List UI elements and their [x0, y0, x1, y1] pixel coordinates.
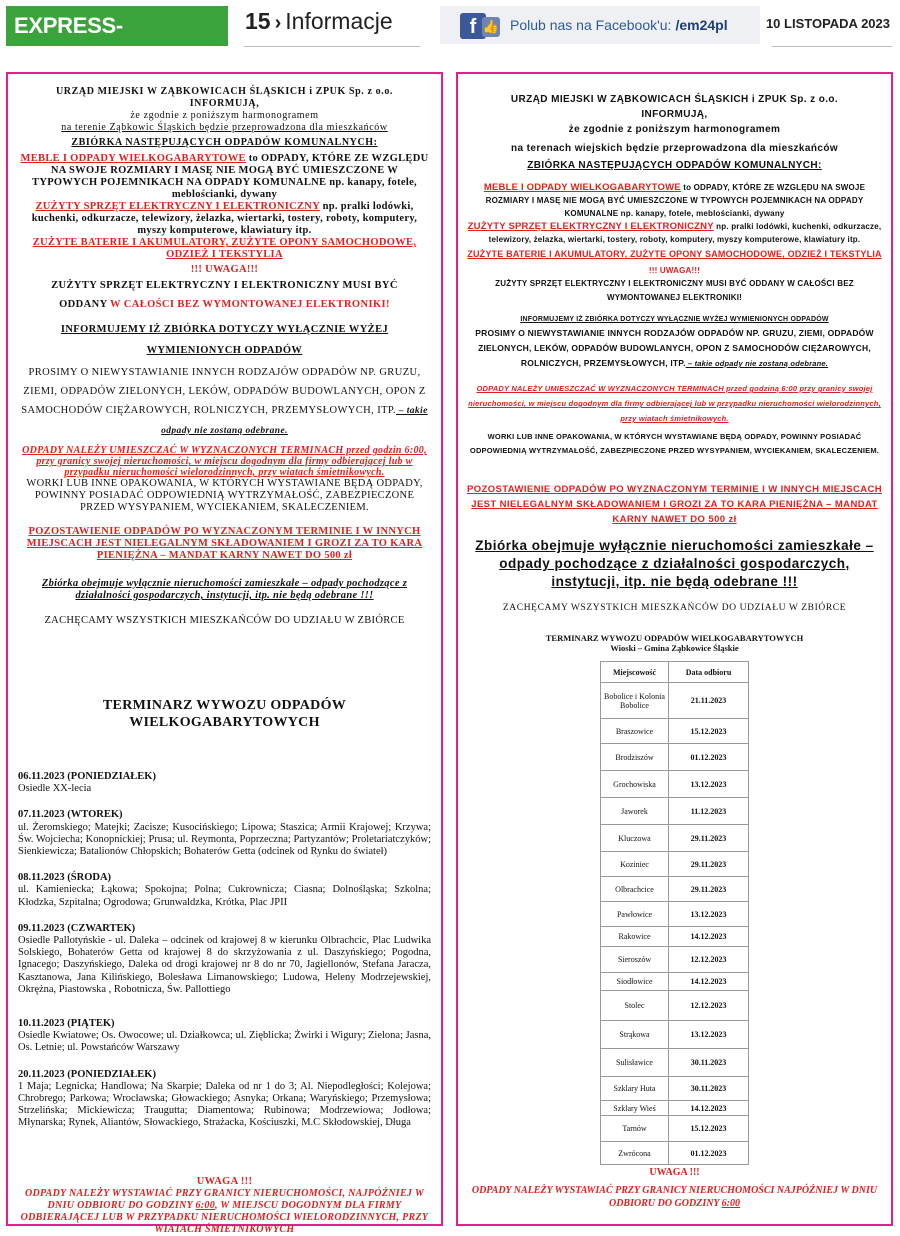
cell-date: 01.12.2023: [669, 1142, 749, 1165]
prosimy-paragraph: [18, 363, 431, 441]
header-divider: [772, 46, 892, 47]
footer-text-1: ODPADY NALEŻY WYSTAWIAĆ PRZY GRANICY NIERUCHOMOŚCI NAJPÓŹNIEJ W DNIU ODBIORU DO GODZINY: [471, 1185, 878, 1209]
table-row: [601, 973, 749, 991]
cell-locality: Stolec: [601, 991, 669, 1021]
footer-text-1: ODPADY NALEŻY WYSTAWIAĆ PRZY GRANICY NIERUCHOMOŚCI, NAJPÓŹNIEJ W DNIU ODBIORU DO GODZINY: [24, 1187, 425, 1211]
cell-locality: Tarnów: [601, 1116, 669, 1142]
issuer-line: URZĄD MIEJSKI W ZĄBKOWICACH ŚLĄSKICH i ZPUK Sp. z o.o.: [510, 94, 839, 105]
cell-date: 15.12.2023: [669, 1116, 749, 1142]
meble-paragraph: [18, 153, 431, 201]
cell-date: 12.12.2023: [669, 947, 749, 973]
inform-line-2: WYMIENIONYCH ODPADÓW: [146, 345, 303, 356]
table-row: [601, 1142, 749, 1165]
notice-heading: [18, 86, 431, 149]
table-row: [601, 927, 749, 947]
prosimy-tail: – takie odpady nie zostaną odebrane.: [685, 359, 829, 368]
cell-date: 13.12.2023: [669, 771, 749, 798]
cell-locality: Grochowiska: [601, 771, 669, 798]
cell-locality: Szklary Wieś: [601, 1101, 669, 1116]
notice-city: [6, 72, 443, 1235]
cell-locality: Koziniec: [601, 852, 669, 877]
baterie-line: ZUŻYTE BATERIE I AKUMULATORY, ZUŻYTE OPONY SAMOCHODOWE, ODZIEŻ I TEKSTYLIA: [32, 237, 417, 260]
table-subtitle: Wioski – Gmina Ząbkowice Śląskie: [610, 643, 739, 653]
inform-line: INFORMUJĄ,: [641, 109, 708, 120]
zachecamy-text: ZACHĘCAMY WSZYSTKICH MIESZKAŃCÓW DO UDZIAŁU W ZBIÓRCE: [502, 603, 847, 613]
meble-text: to ODPADY, KTÓRE ZE WZGLĘDU NA SWOJE ROZMIARY I MASĘ NIE MOGĄ BYĆ UMIESZCZONE W TYPOWYCH POJEMNIKACH NA ODPADY KOMUNALNE np. kanapy, fotele, meblościanki, dywany: [32, 153, 429, 200]
footer-text: [18, 1188, 431, 1236]
area-line: na terenie Ząbkowic Śląskich będzie przeprowadzona dla mieszkańców: [61, 122, 388, 133]
cell-locality: Jaworek: [601, 798, 669, 825]
meble-title: MEBLE I ODPADY WIELKOGABARYTOWE: [483, 182, 681, 193]
facebook-banner[interactable]: [440, 6, 760, 44]
schedule-streets: ul. Kamieniecka; Łąkowa; Spokojna; Polna; Cukrownicza; Ciasna; Dolnośląska; Szkolna; Kłodzka, Szpitalna; Ogrodowa; Grunwaldzka, Krótka, Plac JPII: [18, 884, 431, 908]
footer-uwaga: UWAGA !!!: [196, 1175, 253, 1187]
cell-date: 21.11.2023: [669, 683, 749, 719]
cell-locality: Rakowice: [601, 927, 669, 947]
elektro-title: ZUŻYTY SPRZĘT ELEKTRYCZNY I ELEKTRONICZNY: [35, 201, 320, 212]
cell-locality: Pawłowice: [601, 902, 669, 927]
intro-line: że zgodnie z poniższym harmonogramem: [130, 110, 319, 121]
schedule-day: [18, 771, 431, 795]
cell-date: 12.12.2023: [669, 991, 749, 1021]
uwaga-red: W CAŁOŚCI BEZ WYMONTOWANEJ ELEKTRONIKI!: [110, 299, 390, 310]
schedule-date: 20.11.2023 (PONIEDZIAŁEK): [18, 1068, 156, 1080]
cell-locality: Zwrócona: [601, 1142, 669, 1165]
inform-line-1: INFORMUJEMY IŻ ZBIÓRKA DOTYCZY WYŁĄCZNIE WYŻEJ: [60, 324, 389, 335]
zachecamy-text: ZACHĘCAMY WSZYSTKICH MIESZKAŃCÓW DO UDZIAŁU W ZBIÓRCE: [44, 615, 405, 626]
page-number: 15: [245, 8, 271, 34]
cell-date: 29.11.2023: [669, 825, 749, 852]
table-row: [601, 1021, 749, 1049]
cell-date: 15.12.2023: [669, 719, 749, 744]
facebook-text: Polub nas na Facebook'u:: [510, 17, 672, 33]
uwaga-oddany: ODDANY: [59, 299, 111, 310]
area-line: na terenach wiejskich będzie przeprowadzona dla mieszkańców: [510, 143, 839, 154]
cell-date: 30.11.2023: [669, 1077, 749, 1101]
notice-heading: [466, 92, 883, 173]
cell-locality: Sieroszów: [601, 947, 669, 973]
cell-date: 01.12.2023: [669, 744, 749, 771]
schedule-date: 08.11.2023 (ŚRODA): [18, 872, 112, 884]
table-row: [601, 1049, 749, 1077]
meble-title: MEBLE I ODPADY WIELKOGABARYTOWE: [20, 153, 246, 164]
footer-time: 6:00: [195, 1199, 216, 1211]
cell-locality: Sulisławice: [601, 1049, 669, 1077]
facebook-like-icon: f 👍: [460, 11, 502, 39]
terminy-text: ODPADY NALEŻY UMIESZCZAĆ W WYZNACZONYCH TERMINACH przed godzin 6:00, przy granicy swojej nieruchomości, w miejscu dogodnym dla firmy odbierającej lub w przypadku nieruchomości wielorodzinnych, przy wiatach śmietnikowych.: [22, 445, 427, 478]
table-row: [601, 947, 749, 973]
facebook-handle[interactable]: /em24pl: [675, 17, 728, 33]
elektro-text: np. pralki lodówki, kuchenki, odkurzacze, telewizory, żelazka, wiertarki, tostery, roboty, komputery, myszy komputerowe, klawiatury itp.: [31, 201, 418, 236]
site-logo[interactable]: EXPRESS-MIEJSKI.PL: [6, 6, 228, 46]
uwaga-heading: !!! UWAGA!!!: [648, 266, 701, 275]
cell-locality: Bobolice i Kolonia Bobolice: [601, 683, 669, 719]
cell-locality: Olbrachcice: [601, 877, 669, 902]
table-row: [601, 719, 749, 744]
table-row: [601, 825, 749, 852]
footer-text-2: , W MIEJSCU DOGODNYM DLA FIRMY ODBIERAJĄCEJ LUB W PRZYPADKU NIERUCHOMOŚCI WIELORODZINNYCH, PRZY WIATACH ŚMIETNIKOWYCH: [20, 1199, 429, 1235]
zbiorka-text: Zbiórka obejmuje wyłącznie nieruchomości zamieszkałe – odpady pochodzące z działalności gospodarczych, instytucji, itp. nie będą odebrane !!!: [475, 538, 874, 589]
table-row: [601, 991, 749, 1021]
table-row: [601, 683, 749, 719]
table-row: [601, 902, 749, 927]
schedule-day: [18, 1018, 431, 1055]
inform-line: INFORMUJEMY IŻ ZBIÓRKA DOTYCZY WYŁĄCZNIE WYŻEJ WYMIENIONYCH ODPADÓW: [520, 316, 829, 323]
worki-text: WORKI LUB INNE OPAKOWANIA, W KTÓRYCH WYSTAWIANE BĘDĄ ODPADY, POWINNY POSIADAĆ ODPOWIEDNIĄ WYTRZYMAŁOŚĆ, ZABEZPIECZONE PRZED WYSYPANIEM, WYCIEKANIEM, SKALECZENIEM.: [469, 432, 880, 455]
collection-title: ZBIÓRKA NASTĘPUJĄCYCH ODPADÓW KOMUNALNYCH:: [527, 160, 822, 171]
cell-date: 11.12.2023: [669, 798, 749, 825]
cell-locality: Strąkowa: [601, 1021, 669, 1049]
cell-locality: Szklary Huta: [601, 1077, 669, 1101]
elektro-text: np. pralki lodówki, kuchenki, odkurzacze, telewizory, żelazka, wiertarki, tostery, roboty, komputery, myszy komputerowe, klawiatury itp.: [488, 222, 882, 244]
cell-date: 30.11.2023: [669, 1049, 749, 1077]
notice-villages: [456, 72, 893, 1226]
schedule-day: [18, 809, 431, 858]
page-section-header: [245, 8, 393, 35]
cell-locality: Kluczowa: [601, 825, 669, 852]
schedule-date: 10.11.2023 (PIĄTEK): [18, 1018, 115, 1030]
section-name: Informacje: [285, 8, 393, 34]
schedule-streets: Osiedle Pallotyńskie - ul. Daleka – odcinek od krajowej 8 w kierunku Olbrachcic, Plac Ludwika Solskiego, Bohaterów Getta od krajowej 8 do skrzyżowania z ul. Daszyńskiego; Pogodna, Ignacego; Daszyńskiego, Daleka od drogi krajowej nr 8 do nr 70, Jagiellonów, Stefana Jaracza, Kasztanowa, Jana Kilińskiego, Bolesława Limanowskiego; Ludowa, Heleny Modrzejewskiej, Okrężna, Piastowska , Robotnicza, Św. Pallottiego: [18, 935, 431, 995]
cell-date: 13.12.2023: [669, 902, 749, 927]
table-row: [601, 771, 749, 798]
cell-date: 14.12.2023: [669, 973, 749, 991]
schedule-day: [18, 872, 431, 909]
elektro-paragraph: [466, 220, 883, 246]
inform-line: INFORMUJĄ,: [189, 98, 260, 109]
elektro-title: ZUŻYTY SPRZĘT ELEKTRYCZNY I ELEKTRONICZNY: [467, 221, 714, 232]
table-row: [601, 798, 749, 825]
cell-date: 14.12.2023: [669, 927, 749, 947]
terminy-text: ODPADY NALEŻY UMIESZCZAĆ W WYZNACZONYCH TERMINACH przed godziną 6:00 przy granicy swojej nieruchomości, w miejscu dogodnym dla firmy odbierającej lub w przypadku nieruchomości wielorodzinnych, przy wiatach śmietnikowych.: [468, 384, 881, 423]
schedule-day: [18, 923, 431, 996]
issue-date: 10 LISTOPADA 2023: [765, 16, 890, 31]
intro-line: że zgodnie z poniższym harmonogramem: [568, 124, 781, 135]
schedule-streets: Osiedle Kwiatowe; Os. Owocowe; ul. Działkowca; ul. Zięblicka; Żwirki i Wigury; Zielona; Jasna, Os. Letnie; ul. Powstańców Warszawy: [18, 1030, 431, 1054]
table-row: [601, 1116, 749, 1142]
schedule-day: [18, 1069, 431, 1130]
worki-text: WORKI LUB INNE OPAKOWANIA, W KTÓRYCH WYSTAWIANE BĘDĄ ODPADY, POWINNY POSIADAĆ ODPOWIEDNIĄ WYTRZYMAŁOŚĆ, ZABEZPIECZONE PRZED WYSYPANIEM, WYCIEKANIEM, SKALECZENIEM.: [26, 478, 423, 513]
col-header-locality: Miejscowość: [601, 662, 669, 683]
table-row: [601, 1101, 749, 1116]
uwaga-heading: !!! UWAGA!!!: [190, 264, 259, 275]
uwaga-text: ZUŻYTY SPRZĘT ELEKTRYCZNY I ELEKTRONICZNY MUSI BYĆ: [51, 280, 398, 291]
elektro-paragraph: [18, 201, 431, 237]
prosimy-paragraph: [466, 326, 883, 371]
cell-locality: Brodziszów: [601, 744, 669, 771]
village-schedule-table: [600, 661, 749, 1165]
footer-text: [466, 1184, 883, 1210]
table-row: [601, 877, 749, 902]
cell-date: 14.12.2023: [669, 1101, 749, 1116]
issuer-line: URZĄD MIEJSKI W ZĄBKOWICACH ŚLĄSKICH i ZPUK Sp. z o.o.: [55, 86, 394, 97]
footer-uwaga: UWAGA !!!: [649, 1167, 700, 1178]
mandat-text: POZOSTAWIENIE ODPADÓW PO WYZNACZONYM TERMINIE I W INNYCH MIEJSCACH JEST NIELEGALNYM SKŁADOWANIEM I GROZI ZA TO KARA PIENIĘŻNA – MANDAT KARNY NAWET DO 500 zł: [466, 484, 883, 525]
schedule-date: 09.11.2023 (CZWARTEK): [18, 922, 136, 934]
header-divider: [244, 46, 420, 47]
cell-locality: Braszowice: [601, 719, 669, 744]
uwaga-text-2: [18, 294, 431, 315]
meble-paragraph: [466, 181, 883, 220]
mandat-text: POZOSTAWIENIE ODPADÓW PO WYZNACZONYM TERMINIE I W INNYCH MIEJSCACH JEST NIELEGALNYM SKŁADOWANIEM I GROZI ZA TO KARA PIENIĘŻNA – MANDAT KARNY NAWET DO 500 zł: [26, 526, 423, 561]
table-row: [601, 852, 749, 877]
schedule-streets: 1 Maja; Legnicka; Handlowa; Na Skarpie; Daleka od nr 1 do 3; Al. Niepodległości; Kolejowa; Chrobrego; Parkowa; Wrocławska; Głowackiego; Asnyka; Orkana; Waryńskiego; Przemysłowa; Strzelińska; Mickiewicza; Traugutta; Diamentowa; Rubinowa; Modrzewiowa; Jodłowa; Młynarska; Rynek, Aliantów, Słowackiego, Strażacka, Kościuszki, M.C Skłodowskiej, Długa: [18, 1080, 431, 1129]
cell-date: 29.11.2023: [669, 852, 749, 877]
meble-text: to ODPADY, KTÓRE ZE WZGLĘDU NA SWOJE ROZMIARY I MASĘ NIE MOGĄ BYĆ UMIESZCZONE W TYPOWYCH POJEMNIKACH NA ODPADY KOMUNALNE np. kanapy, fotele, meblościanki, dywany: [485, 183, 866, 218]
table-header-row: [601, 662, 749, 683]
collection-title: ZBIÓRKA NASTĘPUJĄCYCH ODPADÓW KOMUNALNYCH:: [71, 137, 378, 148]
cell-date: 29.11.2023: [669, 877, 749, 902]
city-schedule: [18, 771, 431, 1130]
prosimy-text: PROSIMY O NIEWYSTAWIANIE INNYCH RODZAJÓW ODPADÓW NP. GRUZU, ZIEMI, ODPADÓW ZIELONYCH, LEKÓW, ODPADÓW BUDOWLANYCH, OPON Z SAMOCHODÓW CIĘŻAROWYCH, ROLNICZYCH, PRZEMYSŁOWYCH, ITP.: [21, 367, 426, 416]
col-header-date: Data odbioru: [669, 662, 749, 683]
zbiorka-text: Zbiórka obejmuje wyłącznie nieruchomości zamieszkałe – odpady pochodzące z działalności gospodarczych, instytucji, itp. nie będą odebrane !!!: [41, 578, 408, 601]
footer-time: 6:00: [721, 1198, 741, 1209]
terminarz-title: TERMINARZ WYWOZU ODPADÓW WIELKOGABARYTOWYCH: [102, 698, 347, 730]
schedule-streets: ul. Żeromskiego; Matejki; Zacisze; Kusocińskiego; Lipowa; Staszica; Armii Krajowej; Krzywa; Św. Wojciecha; Konopnickiej; Prusa; ul. Reymonta, Poprzeczna; Partyzantów; Proletariatczyków; Sienkiewicza; Batalionów Chłopskich; Bohaterów Getta (odcinek od Rynku do świateł): [18, 821, 431, 858]
table-row: [601, 744, 749, 771]
schedule-streets: Osiedle XX-lecia: [18, 783, 92, 795]
baterie-line: ZUŻYTE BATERIE I AKUMULATORY, ZUŻYTE OPONY SAMOCHODOWE, ODZIEŻ I TEKSTYLIA: [467, 249, 882, 259]
cell-date: 13.12.2023: [669, 1021, 749, 1049]
chevron-right-icon: ›: [274, 12, 282, 34]
schedule-date: 06.11.2023 (PONIEDZIAŁEK): [18, 771, 156, 782]
table-row: [601, 1077, 749, 1101]
prosimy-text: PROSIMY O NIEWYSTAWIANIE INNYCH RODZAJÓW ODPADÓW NP. GRUZU, ZIEMI, ODPADÓW ZIELONYCH, LEKÓW, ODPADÓW BUDOWLANYCH, OPON Z SAMOCHODÓW CIĘŻAROWYCH, ROLNICZYCH, PRZEMYSŁOWYCH, ITP.: [475, 328, 874, 368]
table-title: TERMINARZ WYWOZU ODPADÓW WIELKOGABARYTOWYCH: [545, 633, 804, 643]
uwaga-text: ZUŻYTY SPRZĘT ELEKTRYCZNY I ELEKTRONICZNY MUSI BYĆ ODDANY W CAŁOŚCI BEZ WYMONTOWANEJ ELEKTRONIKI!: [495, 279, 854, 302]
schedule-date: 07.11.2023 (WTOREK): [18, 809, 123, 821]
cell-locality: Siodłowice: [601, 973, 669, 991]
prosimy-tail: – takie odpady nie zostaną odebrane.: [161, 406, 428, 436]
